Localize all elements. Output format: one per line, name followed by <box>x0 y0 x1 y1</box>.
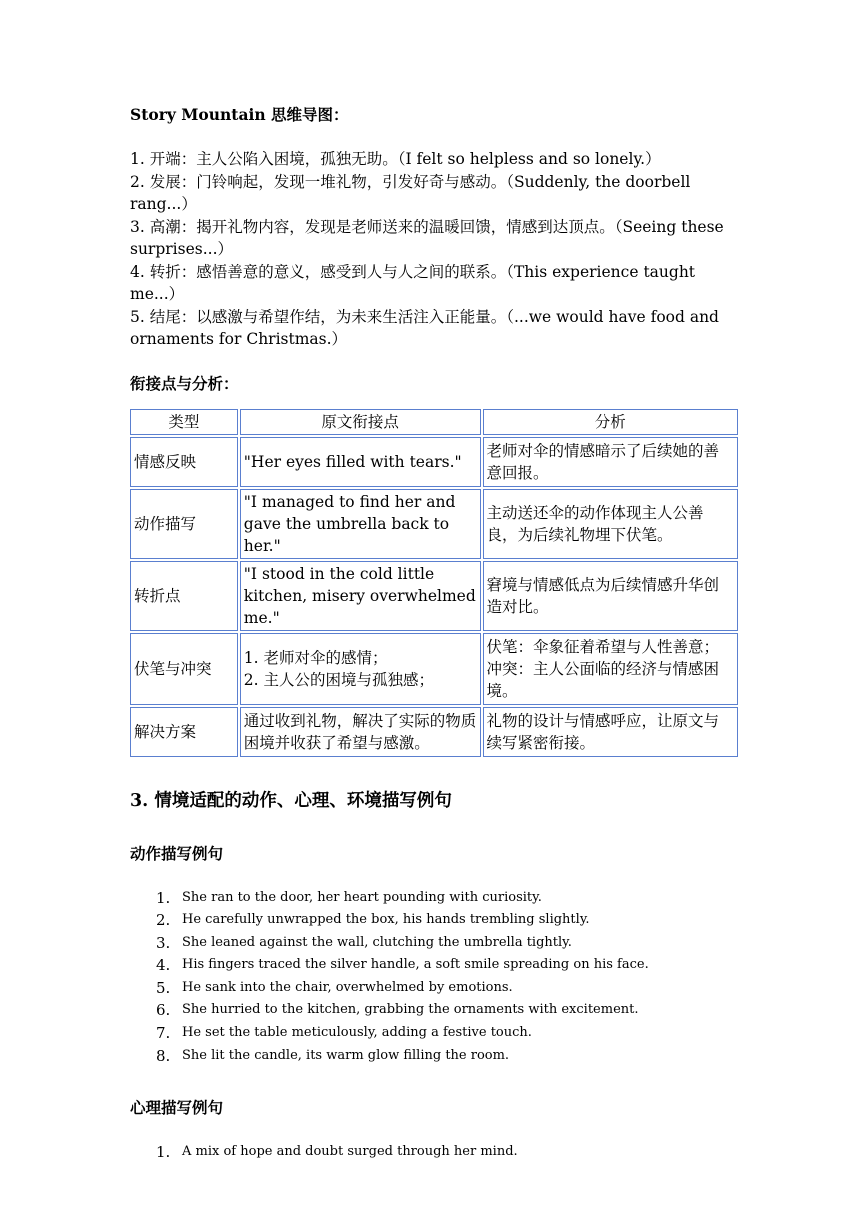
list-number: 4. <box>156 956 171 975</box>
list-item: 1. 开端：主人公陷入困境，孤独无助。（I felt so helpless and so lonely.） <box>130 150 661 168</box>
table-cell: 情感反映 <box>130 437 238 487</box>
table-cell: 老师对伞的情感暗示了后续她的善意回报。 <box>483 437 739 487</box>
list-item: 2. 发展：门铃响起，发现一堆礼物，引发好奇与感动。（Suddenly, the doorbell rang...） <box>130 172 691 213</box>
list-number: 3. <box>156 933 171 952</box>
list-number: 5. <box>156 978 171 997</box>
table-cell: 解决方案 <box>130 707 238 757</box>
list-number: 1. <box>156 888 171 907</box>
list-item: 5. 结尾：以感激与希望作结，为未来生活注入正能量。（...we would have food and ornaments for Christmas.） <box>130 307 719 348</box>
list-text: He carefully unwrapped the box, his hands trembling slightly. <box>182 912 590 928</box>
table-cell: 主动送还伞的动作体现主人公善良，为后续礼物埋下伏笔。 <box>483 489 739 559</box>
list-number: 7. <box>156 1024 171 1043</box>
table-row <box>130 561 738 631</box>
story-mountain-list <box>130 148 740 351</box>
list-text: She hurried to the kitchen, grabbing the ornaments with excitement. <box>182 1002 639 1018</box>
list-text: His fingers traced the silver handle, a soft smile spreading on his face. <box>182 957 649 973</box>
list-number: 6. <box>156 1001 171 1020</box>
list-item <box>130 954 740 977</box>
table-cell: 动作描写 <box>130 489 238 559</box>
document-page <box>130 104 740 1164</box>
table-cell: 通过收到礼物，解决了实际的物质困境并收获了希望与感激。 <box>240 707 481 757</box>
column-header-type: 类型 <box>130 409 238 435</box>
mind-examples-heading: 心理描写例句 <box>130 1098 224 1118</box>
list-text: She ran to the door, her heart pounding with curiosity. <box>182 889 542 905</box>
connection-heading: 衔接点与分析： <box>130 373 239 393</box>
table-cell: 窘境与情感低点为后续情感升华创造对比。 <box>483 561 739 631</box>
list-item: 3. 高潮：揭开礼物内容，发现是老师送来的温暖回馈，情感到达顶点。（Seeing these surprises...） <box>130 217 724 258</box>
list-text: She leaned against the wall, clutching the umbrella tightly. <box>182 934 572 950</box>
table-row <box>130 489 738 559</box>
table-cell: "Her eyes filled with tears." <box>240 437 481 487</box>
list-item <box>130 887 740 910</box>
section-3-title: 3. 情境适配的动作、心理、环境描写例句 <box>130 790 452 811</box>
list-number: 2. <box>156 911 171 930</box>
table-row <box>130 633 738 705</box>
column-header-original: 原文衔接点 <box>240 409 481 435</box>
list-text: He sank into the chair, overwhelmed by emotions. <box>182 979 513 995</box>
table-cell: 礼物的设计与情感呼应，让原文与续写紧密衔接。 <box>483 707 739 757</box>
column-header-analysis: 分析 <box>483 409 739 435</box>
table-cell: "I managed to find her and gave the umbrella back to her." <box>240 489 481 559</box>
list-number: 1. <box>156 1143 171 1162</box>
list-text: A mix of hope and doubt surged through her mind. <box>182 1144 518 1160</box>
connection-table <box>128 407 740 759</box>
table-header-row <box>130 409 738 435</box>
list-text: She lit the candle, its warm glow filling the room. <box>182 1047 510 1063</box>
list-item <box>130 1141 740 1164</box>
table-cell: "I stood in the cold little kitchen, misery overwhelmed me." <box>240 561 481 631</box>
table-row <box>130 437 738 487</box>
list-item <box>130 1022 740 1045</box>
action-examples-list <box>130 887 740 1068</box>
table-cell: 转折点 <box>130 561 238 631</box>
table-row <box>130 707 738 757</box>
list-item <box>130 999 740 1022</box>
table-cell: 伏笔：伞象征着希望与人性善意；冲突：主人公面临的经济与情感困境。 <box>483 633 739 705</box>
list-text: He set the table meticulously, adding a festive touch. <box>182 1025 532 1041</box>
table-cell: 1. 老师对伞的感情； 2. 主人公的困境与孤独感； <box>240 633 481 705</box>
action-examples-heading: 动作描写例句 <box>130 843 224 863</box>
list-item: 4. 转折：感悟善意的意义，感受到人与人之间的联系。（This experience taught me...） <box>130 262 696 303</box>
list-item <box>130 909 740 932</box>
mind-examples-list <box>130 1141 740 1164</box>
list-item <box>130 932 740 955</box>
list-item <box>130 1045 740 1068</box>
story-mountain-heading: Story Mountain 思维导图： <box>130 105 349 124</box>
list-item <box>130 977 740 1000</box>
table-cell: 伏笔与冲突 <box>130 633 238 705</box>
list-number: 8. <box>156 1046 171 1065</box>
